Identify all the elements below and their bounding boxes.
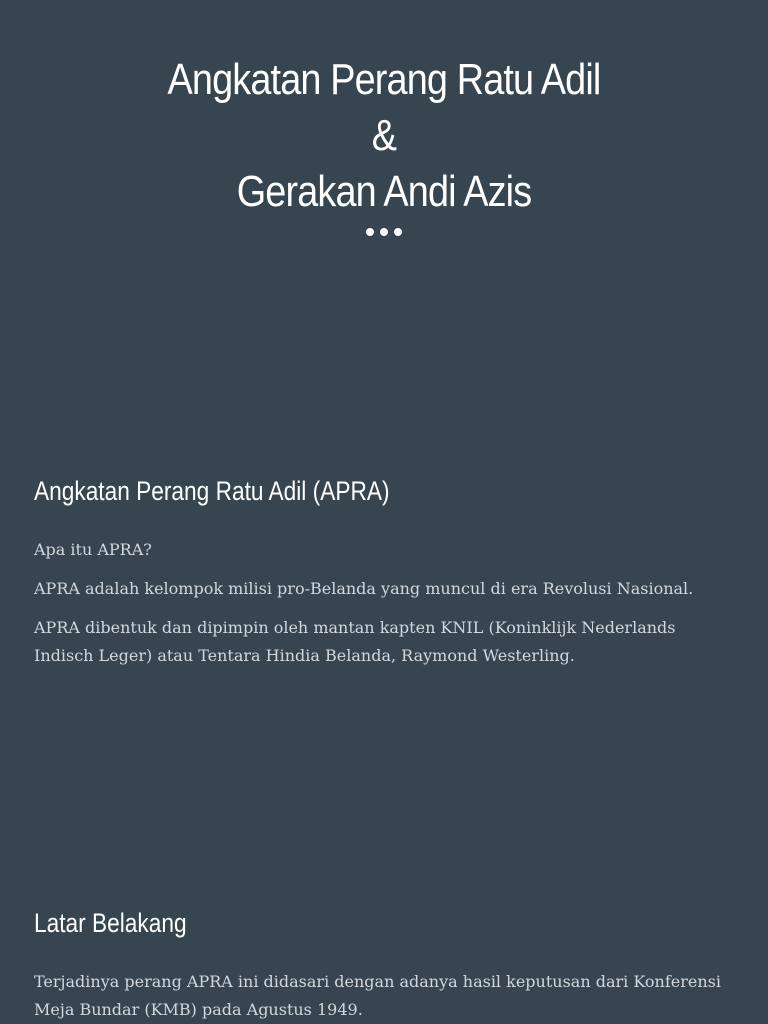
document-title bbox=[0, 52, 768, 236]
paragraph-definition: APRA adalah kelompok milisi pro-Belanda yang muncul di era Revolusi Nasional. bbox=[34, 579, 694, 598]
title-line-2: & bbox=[371, 111, 397, 160]
paragraph-founder-line-2: Indisch Leger) atau Tentara Hindia Belanda, Raymond Westerling. bbox=[34, 646, 575, 665]
section-heading-background: Latar Belakang bbox=[34, 908, 187, 938]
divider-dot bbox=[366, 228, 374, 236]
divider-dot bbox=[394, 228, 402, 236]
paragraph-background bbox=[34, 968, 734, 1024]
paragraph-background-line-2: Meja Bundar (KMB) pada Agustus 1949. bbox=[34, 1000, 363, 1019]
paragraph-founder bbox=[34, 614, 734, 670]
divider-dot bbox=[380, 228, 388, 236]
paragraph-founder-line-1: APRA dibentuk dan dipimpin oleh mantan kapten KNIL (Koninklijk Nederlands bbox=[34, 618, 676, 637]
section-heading-apra: Angkatan Perang Ratu Adil (APRA) bbox=[34, 476, 390, 506]
ellipsis-divider bbox=[0, 228, 768, 236]
title-line-3: Gerakan Andi Azis bbox=[236, 167, 532, 216]
paragraph-background-line-1: Terjadinya perang APRA ini didasari dengan adanya hasil keputusan dari Konferensi bbox=[34, 972, 721, 991]
paragraph-question: Apa itu APRA? bbox=[34, 540, 152, 559]
title-line-1: Angkatan Perang Ratu Adil bbox=[167, 55, 601, 104]
